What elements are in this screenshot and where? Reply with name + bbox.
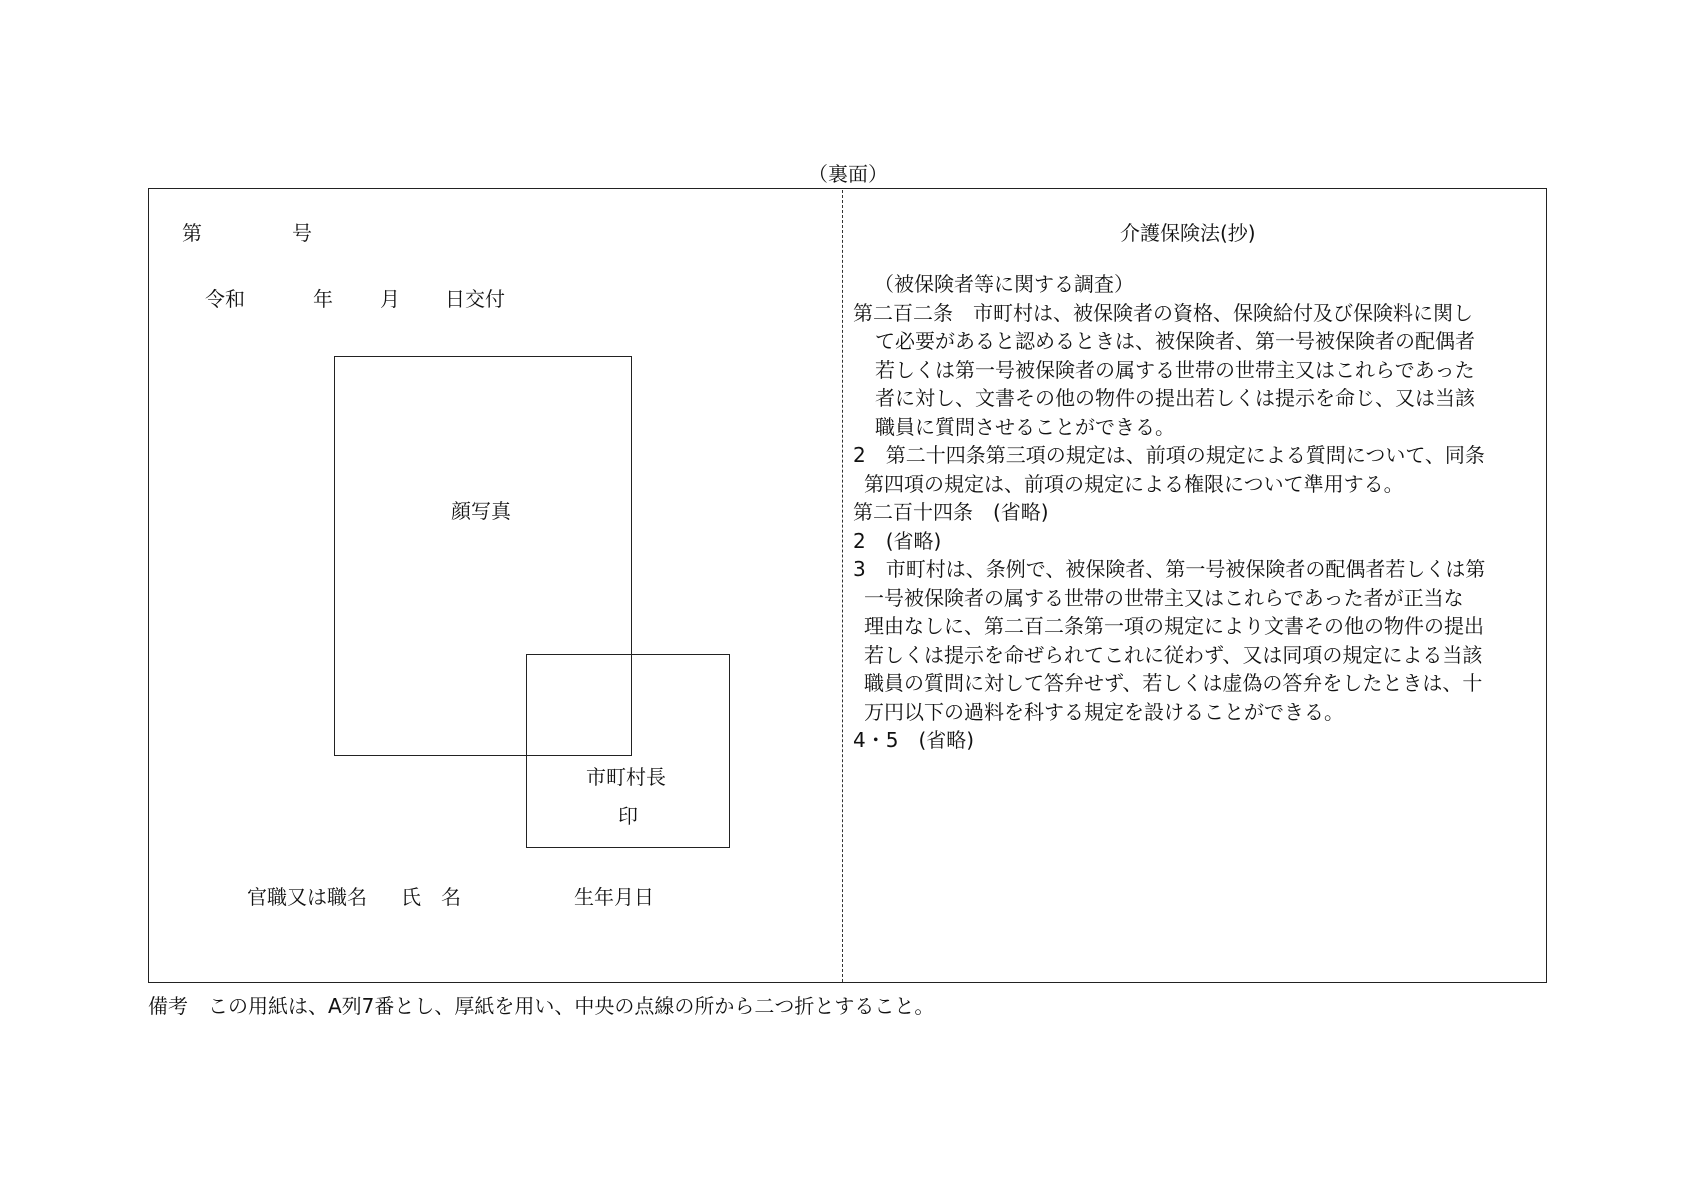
mayor-label: 市町村長 (586, 765, 666, 789)
law-line: 者に対し、文書その他の物件の提出若しくは提示を命じ、又は当該 (875, 386, 1475, 410)
number-suffix: 号 (292, 221, 312, 245)
fold-line (842, 190, 843, 982)
date-era: 令和 (205, 287, 245, 311)
date-issued: 日交付 (445, 287, 505, 311)
law-line: 万円以下の過料を科する規定を設けることができる。 (864, 699, 1344, 724)
name-label: 氏 名 (401, 885, 461, 909)
position-label: 官職又は職名 (247, 885, 367, 909)
date-year: 年 (313, 287, 333, 311)
law-line: 第四項の規定は、前項の規定による権限について準用する。 (864, 471, 1404, 496)
law-line: 4・5 (省略) (853, 728, 975, 752)
law-line: 第二百十四条 (省略) (853, 500, 1049, 524)
law-line: 若しくは提示を命ぜられてこれに従わず、又は同項の規定による当該 (864, 642, 1483, 667)
date-month: 月 (380, 287, 400, 311)
law-line: （被保険者等に関する調査） (874, 272, 1134, 296)
law-line: 2 第二十四条第三項の規定は、前項の規定による質問について、同条 (853, 443, 1485, 467)
law-line: 第二百二条 市町村は、被保険者の資格、保険給付及び保険料に関し (853, 300, 1473, 325)
law-line: て必要があると認めるときは、被保険者、第一号被保険者の配偶者 (875, 329, 1475, 353)
law-line: 2 (省略) (853, 528, 942, 553)
law-line: 職員の質問に対して答弁せず、若しくは虚偽の答弁をしたときは、十 (864, 671, 1483, 695)
birth-label: 生年月日 (574, 885, 654, 909)
photo-label: 顔写真 (451, 499, 511, 523)
seal-label: 印 (618, 804, 638, 828)
law-line: 一号被保険者の属する世帯の世帯主又はこれらであった者が正当な (864, 585, 1464, 610)
law-line: 理由なしに、第二百二条第一項の規定により文書その他の物件の提出 (864, 614, 1484, 638)
law-line: 職員に質問させることができる。 (875, 414, 1175, 439)
page-side-title: （裏面） (808, 162, 888, 186)
number-prefix: 第 (182, 221, 202, 245)
remarks-note: 備考 この用紙は、A列7番とし、厚紙を用い、中央の点線の所から二つ折とすること。 (148, 994, 935, 1018)
law-line: 3 市町村は、条例で、被保険者、第一号被保険者の配偶者若しくは第 (853, 557, 1486, 581)
law-excerpt (853, 270, 1543, 755)
law-title: 介護保険法(抄) (1120, 221, 1256, 245)
law-line: 若しくは第一号被保険者の属する世帯の世帯主又はこれらであった (875, 357, 1475, 382)
